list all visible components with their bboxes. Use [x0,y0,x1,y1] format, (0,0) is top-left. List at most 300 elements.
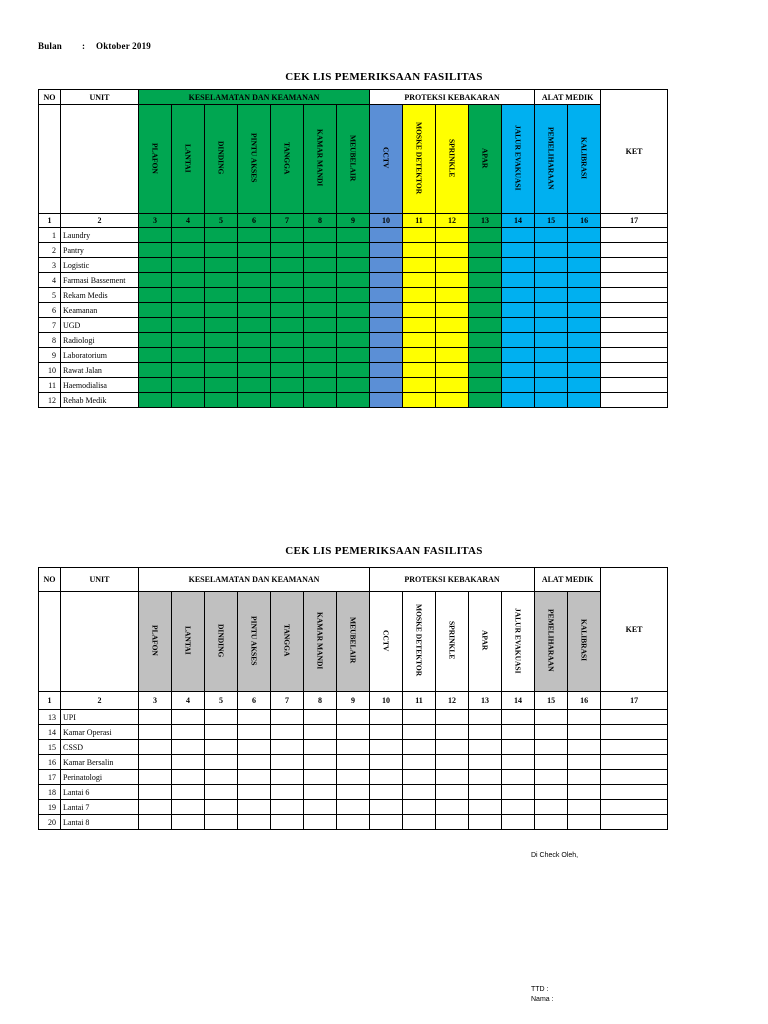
ket-cell[interactable] [601,333,668,348]
check-cell[interactable] [304,740,337,755]
check-cell[interactable] [337,710,370,725]
check-cell[interactable] [502,258,535,273]
check-cell[interactable] [502,273,535,288]
check-cell[interactable] [436,348,469,363]
check-cell[interactable] [403,770,436,785]
ket-cell[interactable] [601,348,668,363]
check-cell[interactable] [172,303,205,318]
check-cell[interactable] [502,740,535,755]
ket-cell[interactable] [601,393,668,408]
check-cell[interactable] [370,785,403,800]
check-cell[interactable] [139,815,172,830]
check-cell[interactable] [238,785,271,800]
check-cell[interactable] [139,378,172,393]
check-cell[interactable] [172,243,205,258]
ket-cell[interactable] [601,815,668,830]
check-cell[interactable] [337,258,370,273]
check-cell[interactable] [304,393,337,408]
check-cell[interactable] [403,333,436,348]
check-cell[interactable] [502,303,535,318]
check-cell[interactable] [271,228,304,243]
check-cell[interactable] [535,333,568,348]
check-cell[interactable] [337,725,370,740]
check-cell[interactable] [304,378,337,393]
check-cell[interactable] [436,815,469,830]
check-cell[interactable] [238,725,271,740]
check-cell[interactable] [172,258,205,273]
check-cell[interactable] [271,740,304,755]
check-cell[interactable] [271,755,304,770]
check-cell[interactable] [436,333,469,348]
check-cell[interactable] [469,815,502,830]
check-cell[interactable] [304,228,337,243]
check-cell[interactable] [304,363,337,378]
check-cell[interactable] [370,378,403,393]
check-cell[interactable] [568,393,601,408]
check-cell[interactable] [568,710,601,725]
check-cell[interactable] [205,393,238,408]
check-cell[interactable] [238,303,271,318]
check-cell[interactable] [337,770,370,785]
check-cell[interactable] [370,333,403,348]
check-cell[interactable] [172,348,205,363]
check-cell[interactable] [271,815,304,830]
check-cell[interactable] [436,318,469,333]
check-cell[interactable] [271,318,304,333]
check-cell[interactable] [139,755,172,770]
check-cell[interactable] [271,393,304,408]
check-cell[interactable] [304,800,337,815]
check-cell[interactable] [271,243,304,258]
check-cell[interactable] [568,243,601,258]
check-cell[interactable] [304,273,337,288]
check-cell[interactable] [337,243,370,258]
check-cell[interactable] [370,243,403,258]
check-cell[interactable] [568,785,601,800]
check-cell[interactable] [469,363,502,378]
check-cell[interactable] [139,800,172,815]
check-cell[interactable] [205,348,238,363]
check-cell[interactable] [436,228,469,243]
check-cell[interactable] [139,318,172,333]
check-cell[interactable] [304,770,337,785]
check-cell[interactable] [469,725,502,740]
check-cell[interactable] [568,378,601,393]
check-cell[interactable] [370,725,403,740]
check-cell[interactable] [469,800,502,815]
check-cell[interactable] [337,378,370,393]
check-cell[interactable] [139,303,172,318]
check-cell[interactable] [403,378,436,393]
check-cell[interactable] [370,815,403,830]
check-cell[interactable] [337,785,370,800]
check-cell[interactable] [469,378,502,393]
check-cell[interactable] [436,770,469,785]
check-cell[interactable] [502,348,535,363]
ket-cell[interactable] [601,755,668,770]
check-cell[interactable] [403,348,436,363]
check-cell[interactable] [139,770,172,785]
check-cell[interactable] [436,273,469,288]
check-cell[interactable] [568,348,601,363]
check-cell[interactable] [337,393,370,408]
check-cell[interactable] [403,303,436,318]
check-cell[interactable] [304,710,337,725]
check-cell[interactable] [436,303,469,318]
check-cell[interactable] [469,243,502,258]
check-cell[interactable] [502,243,535,258]
check-cell[interactable] [271,785,304,800]
check-cell[interactable] [205,363,238,378]
check-cell[interactable] [238,815,271,830]
check-cell[interactable] [172,393,205,408]
check-cell[interactable] [172,273,205,288]
ket-cell[interactable] [601,318,668,333]
check-cell[interactable] [436,755,469,770]
check-cell[interactable] [172,770,205,785]
check-cell[interactable] [469,273,502,288]
check-cell[interactable] [469,740,502,755]
check-cell[interactable] [436,288,469,303]
check-cell[interactable] [139,288,172,303]
check-cell[interactable] [568,333,601,348]
check-cell[interactable] [535,770,568,785]
check-cell[interactable] [172,318,205,333]
ket-cell[interactable] [601,243,668,258]
ket-cell[interactable] [601,770,668,785]
check-cell[interactable] [568,725,601,740]
check-cell[interactable] [535,258,568,273]
ket-cell[interactable] [601,273,668,288]
check-cell[interactable] [304,815,337,830]
check-cell[interactable] [370,303,403,318]
check-cell[interactable] [436,740,469,755]
check-cell[interactable] [370,770,403,785]
check-cell[interactable] [238,710,271,725]
check-cell[interactable] [370,288,403,303]
check-cell[interactable] [238,393,271,408]
check-cell[interactable] [469,393,502,408]
check-cell[interactable] [502,228,535,243]
check-cell[interactable] [502,815,535,830]
ket-cell[interactable] [601,378,668,393]
check-cell[interactable] [271,333,304,348]
check-cell[interactable] [502,333,535,348]
check-cell[interactable] [502,378,535,393]
check-cell[interactable] [238,288,271,303]
check-cell[interactable] [238,770,271,785]
check-cell[interactable] [304,258,337,273]
check-cell[interactable] [403,755,436,770]
check-cell[interactable] [403,243,436,258]
ket-cell[interactable] [601,258,668,273]
check-cell[interactable] [535,348,568,363]
check-cell[interactable] [172,785,205,800]
check-cell[interactable] [172,228,205,243]
check-cell[interactable] [172,333,205,348]
check-cell[interactable] [535,710,568,725]
check-cell[interactable] [337,800,370,815]
check-cell[interactable] [436,243,469,258]
ket-cell[interactable] [601,303,668,318]
check-cell[interactable] [337,273,370,288]
check-cell[interactable] [172,725,205,740]
ket-cell[interactable] [601,288,668,303]
ket-cell[interactable] [601,363,668,378]
check-cell[interactable] [436,785,469,800]
check-cell[interactable] [139,258,172,273]
check-cell[interactable] [469,710,502,725]
check-cell[interactable] [502,800,535,815]
check-cell[interactable] [568,770,601,785]
check-cell[interactable] [139,710,172,725]
check-cell[interactable] [535,815,568,830]
check-cell[interactable] [205,333,238,348]
check-cell[interactable] [172,815,205,830]
check-cell[interactable] [370,393,403,408]
check-cell[interactable] [205,228,238,243]
check-cell[interactable] [205,273,238,288]
check-cell[interactable] [502,393,535,408]
check-cell[interactable] [535,318,568,333]
check-cell[interactable] [535,288,568,303]
check-cell[interactable] [469,755,502,770]
check-cell[interactable] [238,363,271,378]
check-cell[interactable] [238,740,271,755]
check-cell[interactable] [568,363,601,378]
check-cell[interactable] [370,363,403,378]
check-cell[interactable] [238,755,271,770]
check-cell[interactable] [205,288,238,303]
check-cell[interactable] [403,725,436,740]
check-cell[interactable] [469,348,502,363]
check-cell[interactable] [238,243,271,258]
check-cell[interactable] [535,755,568,770]
check-cell[interactable] [370,755,403,770]
check-cell[interactable] [139,363,172,378]
check-cell[interactable] [337,348,370,363]
check-cell[interactable] [502,755,535,770]
check-cell[interactable] [238,273,271,288]
check-cell[interactable] [535,243,568,258]
check-cell[interactable] [337,815,370,830]
ket-cell[interactable] [601,725,668,740]
check-cell[interactable] [535,273,568,288]
check-cell[interactable] [337,318,370,333]
check-cell[interactable] [337,740,370,755]
check-cell[interactable] [205,800,238,815]
check-cell[interactable] [337,228,370,243]
check-cell[interactable] [469,785,502,800]
check-cell[interactable] [370,800,403,815]
check-cell[interactable] [403,815,436,830]
check-cell[interactable] [502,363,535,378]
check-cell[interactable] [172,288,205,303]
check-cell[interactable] [535,393,568,408]
check-cell[interactable] [403,710,436,725]
check-cell[interactable] [535,785,568,800]
check-cell[interactable] [469,333,502,348]
check-cell[interactable] [403,393,436,408]
check-cell[interactable] [172,740,205,755]
ket-cell[interactable] [601,710,668,725]
check-cell[interactable] [205,710,238,725]
check-cell[interactable] [568,755,601,770]
check-cell[interactable] [502,288,535,303]
check-cell[interactable] [304,755,337,770]
check-cell[interactable] [403,273,436,288]
check-cell[interactable] [205,740,238,755]
check-cell[interactable] [205,258,238,273]
check-cell[interactable] [535,740,568,755]
check-cell[interactable] [469,303,502,318]
check-cell[interactable] [436,258,469,273]
check-cell[interactable] [271,770,304,785]
check-cell[interactable] [205,755,238,770]
check-cell[interactable] [337,303,370,318]
check-cell[interactable] [304,288,337,303]
check-cell[interactable] [568,815,601,830]
check-cell[interactable] [172,378,205,393]
check-cell[interactable] [436,363,469,378]
check-cell[interactable] [370,273,403,288]
check-cell[interactable] [238,800,271,815]
check-cell[interactable] [469,228,502,243]
check-cell[interactable] [403,785,436,800]
check-cell[interactable] [403,800,436,815]
check-cell[interactable] [271,800,304,815]
check-cell[interactable] [304,725,337,740]
check-cell[interactable] [370,318,403,333]
check-cell[interactable] [370,228,403,243]
check-cell[interactable] [238,333,271,348]
check-cell[interactable] [568,288,601,303]
check-cell[interactable] [337,755,370,770]
check-cell[interactable] [502,725,535,740]
check-cell[interactable] [271,288,304,303]
check-cell[interactable] [271,303,304,318]
check-cell[interactable] [304,303,337,318]
check-cell[interactable] [469,770,502,785]
check-cell[interactable] [568,228,601,243]
check-cell[interactable] [139,393,172,408]
check-cell[interactable] [271,378,304,393]
check-cell[interactable] [370,740,403,755]
check-cell[interactable] [469,318,502,333]
check-cell[interactable] [172,800,205,815]
check-cell[interactable] [205,785,238,800]
check-cell[interactable] [238,228,271,243]
check-cell[interactable] [403,228,436,243]
check-cell[interactable] [205,815,238,830]
check-cell[interactable] [271,258,304,273]
check-cell[interactable] [436,378,469,393]
check-cell[interactable] [535,228,568,243]
check-cell[interactable] [205,725,238,740]
check-cell[interactable] [205,318,238,333]
check-cell[interactable] [139,273,172,288]
check-cell[interactable] [403,288,436,303]
check-cell[interactable] [271,363,304,378]
ket-cell[interactable] [601,740,668,755]
check-cell[interactable] [403,318,436,333]
check-cell[interactable] [271,725,304,740]
check-cell[interactable] [304,333,337,348]
check-cell[interactable] [139,333,172,348]
check-cell[interactable] [139,228,172,243]
check-cell[interactable] [370,258,403,273]
check-cell[interactable] [535,363,568,378]
check-cell[interactable] [172,363,205,378]
check-cell[interactable] [370,710,403,725]
check-cell[interactable] [238,378,271,393]
check-cell[interactable] [172,755,205,770]
check-cell[interactable] [304,243,337,258]
check-cell[interactable] [238,258,271,273]
check-cell[interactable] [568,800,601,815]
check-cell[interactable] [205,303,238,318]
check-cell[interactable] [172,710,205,725]
check-cell[interactable] [535,800,568,815]
check-cell[interactable] [271,710,304,725]
check-cell[interactable] [436,800,469,815]
check-cell[interactable] [304,785,337,800]
check-cell[interactable] [271,348,304,363]
check-cell[interactable] [502,710,535,725]
ket-cell[interactable] [601,785,668,800]
check-cell[interactable] [568,258,601,273]
check-cell[interactable] [238,318,271,333]
check-cell[interactable] [535,378,568,393]
check-cell[interactable] [436,725,469,740]
check-cell[interactable] [139,348,172,363]
check-cell[interactable] [403,740,436,755]
check-cell[interactable] [502,785,535,800]
check-cell[interactable] [502,770,535,785]
check-cell[interactable] [205,770,238,785]
check-cell[interactable] [403,363,436,378]
check-cell[interactable] [139,243,172,258]
check-cell[interactable] [469,258,502,273]
check-cell[interactable] [568,740,601,755]
check-cell[interactable] [568,303,601,318]
check-cell[interactable] [238,348,271,363]
check-cell[interactable] [568,273,601,288]
check-cell[interactable] [139,725,172,740]
check-cell[interactable] [139,785,172,800]
ket-cell[interactable] [601,800,668,815]
check-cell[interactable] [469,288,502,303]
check-cell[interactable] [337,288,370,303]
check-cell[interactable] [535,725,568,740]
check-cell[interactable] [502,318,535,333]
check-cell[interactable] [370,348,403,363]
check-cell[interactable] [337,333,370,348]
check-cell[interactable] [304,348,337,363]
check-cell[interactable] [205,243,238,258]
check-cell[interactable] [436,393,469,408]
check-cell[interactable] [271,273,304,288]
check-cell[interactable] [304,318,337,333]
check-cell[interactable] [205,378,238,393]
check-cell[interactable] [139,740,172,755]
ket-cell[interactable] [601,228,668,243]
check-cell[interactable] [403,258,436,273]
check-cell[interactable] [436,710,469,725]
check-cell[interactable] [535,303,568,318]
check-cell[interactable] [337,363,370,378]
check-cell[interactable] [568,318,601,333]
